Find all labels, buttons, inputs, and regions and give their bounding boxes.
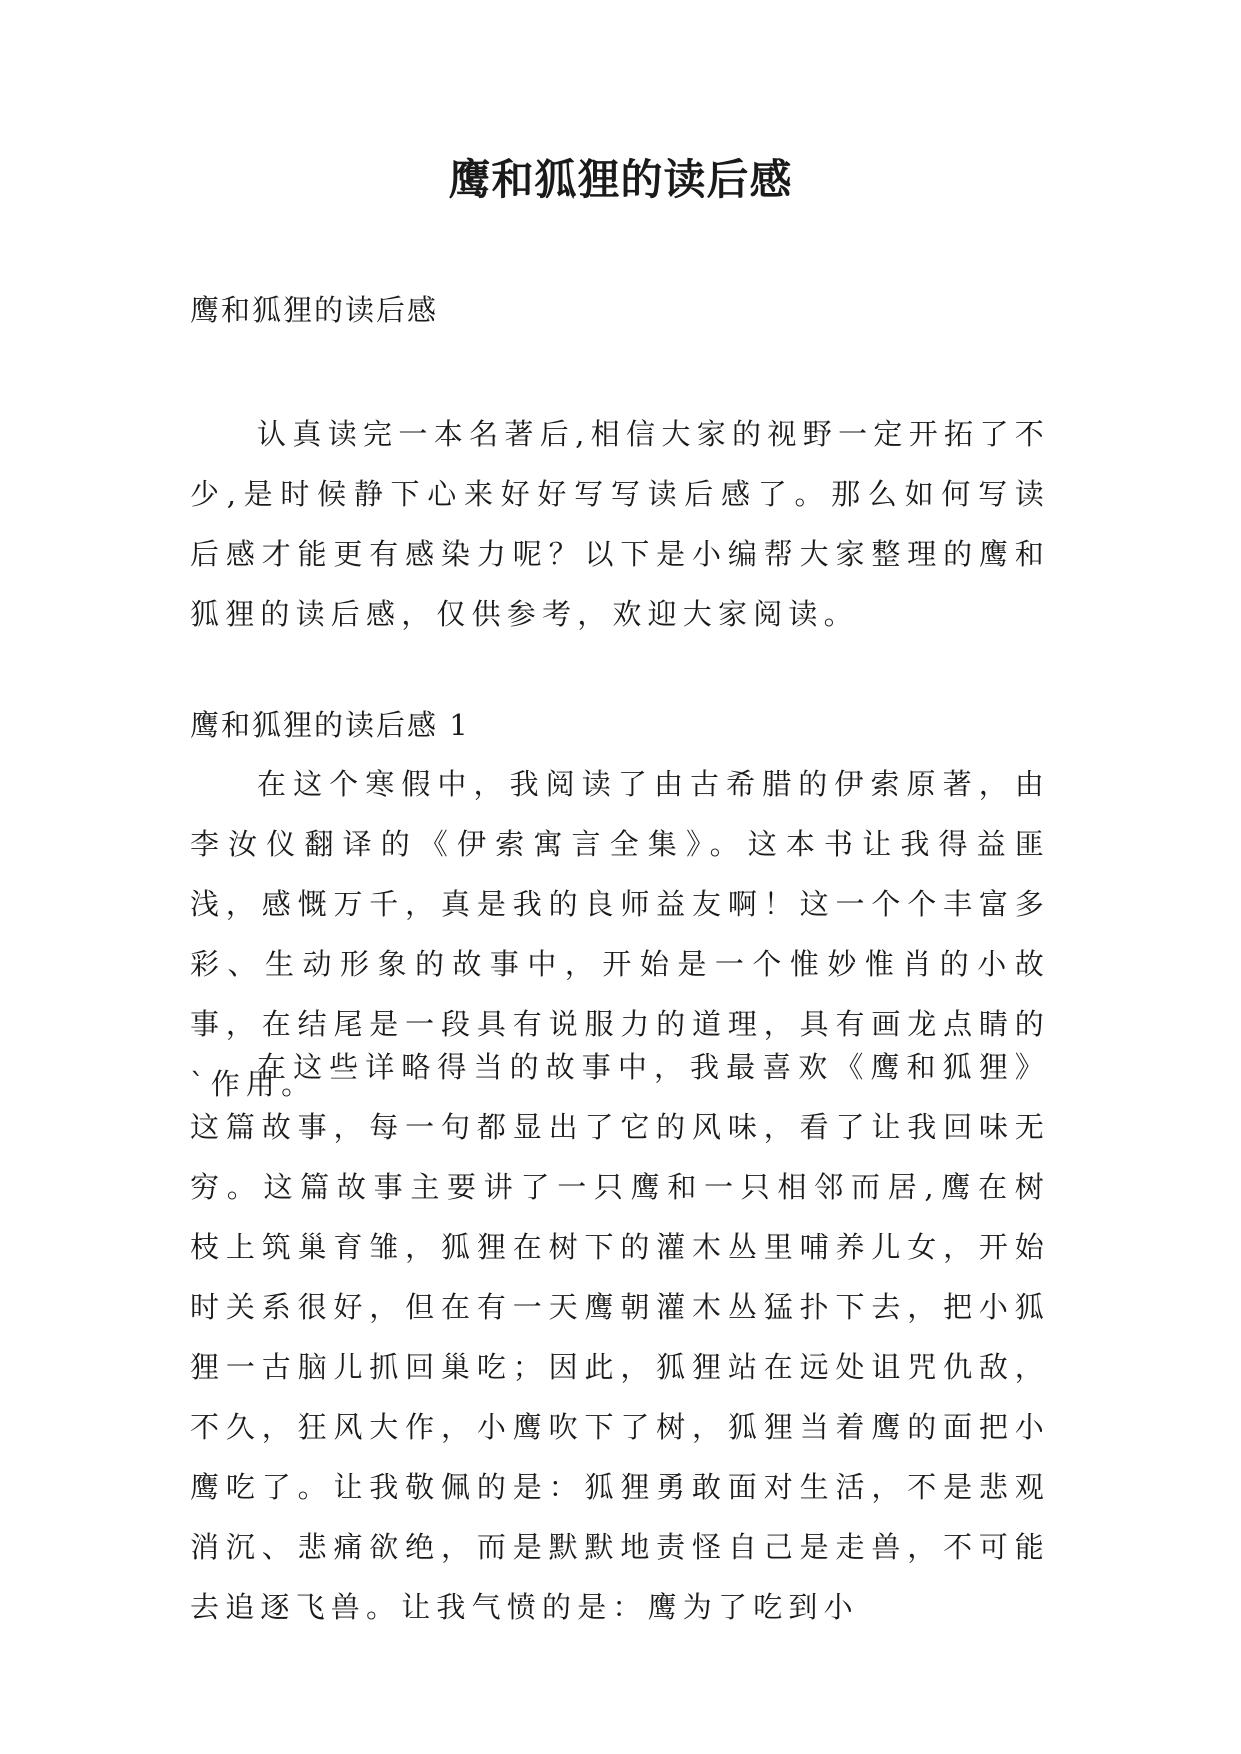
intro-paragraph: 认真读完一本名著后,相信大家的视野一定开拓了不少,是时候静下心来好好写写读后感了。那么如何写读后感才能更有感染力呢？以下是小编帮大家整理的鹰和狐狸的读后感，仅供参考，欢迎大家阅读。 — [190, 417, 1050, 631]
section-heading: 鹰和狐狸的读后感 1 — [190, 708, 470, 742]
body-paragraph-1: 在这个寒假中，我阅读了由古希腊的伊索原著，由李汝仪翻译的《伊索寓言全集》。这本书让我得益匪浅，感慨万千，真是我的良师益友啊！这一个个丰富多彩、生动形象的故事中，开始是一个惟妙惟肖的小故事，在结尾是一段具有说服力的道理，具有画龙点睛的`作用。 — [190, 767, 1050, 1101]
document-title: 鹰和狐狸的读后感 — [448, 155, 793, 204]
document-subtitle: 鹰和狐狸的读后感 — [190, 293, 439, 327]
body-paragraph-2: 在这些详略得当的故事中，我最喜欢《鹰和狐狸》这篇故事，每一句都显出了它的风味，看了让我回味无穷。这篇故事主要讲了一只鹰和一只相邻而居,鹰在树枝上筑巢育雏，狐狸在树下的灌木丛里哺养儿女，开始时关系很好，但在有一天鹰朝灌木丛猛扑下去，把小狐狸一古脑儿抓回巢吃；因此，狐狸站在远处诅咒仇敌，不久，狂风大作，小鹰吹下了树，狐狸当着鹰的面把小鹰吃了。让我敬佩的是：狐狸勇敢面对生活，不是悲观消沉、悲痛欲绝，而是默默地责怪自己是走兽，不可能去追逐飞兽。让我气愤的是：鹰为了吃到小 — [190, 1050, 1050, 1624]
